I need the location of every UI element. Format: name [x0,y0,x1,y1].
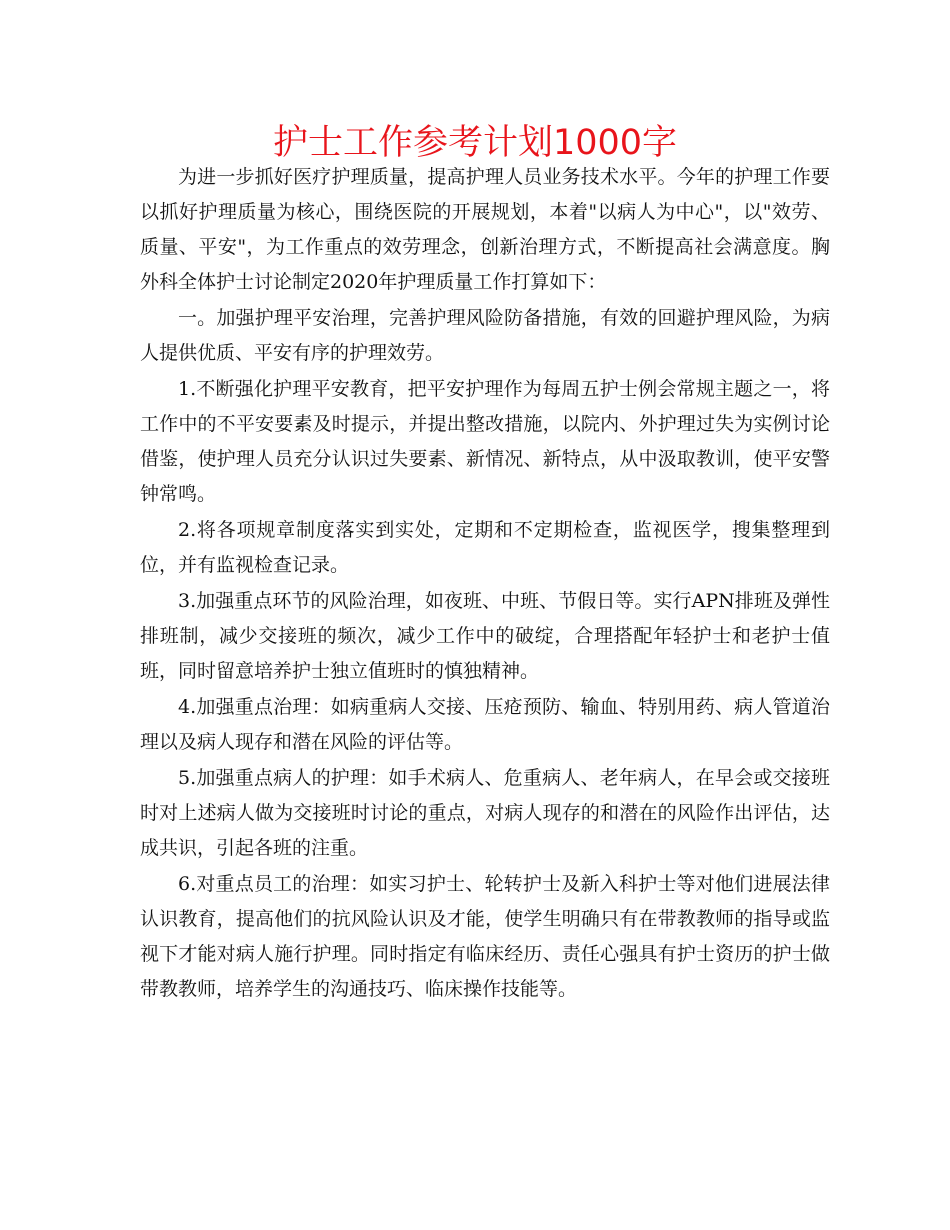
paragraph-item-1: 1.不断强化护理平安教育，把平安护理作为每周五护士例会常规主题之一，将工作中的不平安要素及时提示，并提出整改措施，以院内、外护理过失为实例讨论借鉴，使护理人员充分认识过失要素、新情况、新特点，从中汲取教训，使平安警钟常鸣。 [140,378,830,505]
paragraph-intro: 为进一步抓好医疗护理质量，提高护理人员业务技术水平。今年的护理工作要以抓好护理质量为核心，围绕医院的开展规划，本着"以病人为中心"，以"效劳、质量、平安"，为工作重点的效劳理念，创新治理方式，不断提高社会满意度。胸外科全体护士讨论制定2020年护理质量工作打算如下： [140,166,830,293]
document-body [140,160,830,1008]
paragraph-item-5: 5.加强重点病人的护理：如手术病人、危重病人、老年病人，在早会或交接班时对上述病人做为交接班时讨论的重点，对病人现存的和潜在的风险作出评估，达成共识，引起各班的注重。 [140,767,830,859]
paragraph-item-3: 3.加强重点环节的风险治理，如夜班、中班、节假日等。实行APN排班及弹性排班制，减少交接班的频次，减少工作中的破绽，合理搭配年轻护士和老护士值班，同时留意培养护士独立值班时的慎独精神。 [140,590,830,682]
paragraph-item-4: 4.加强重点治理：如病重病人交接、压疮预防、输血、特别用药、病人管道治理以及病人现存和潜在风险的评估等。 [140,696,830,753]
paragraph-section-1: 一。加强护理平安治理，完善护理风险防备措施，有效的回避护理风险，为病人提供优质、平安有序的护理效劳。 [140,307,830,364]
document-title: 护士工作参考计划1000字 [272,123,678,163]
paragraph-item-6: 6.对重点员工的治理：如实习护士、轮转护士及新入科护士等对他们进展法律认识教育，提高他们的抗风险认识及才能，使学生明确只有在带教教师的指导或监视下才能对病人施行护理。同时指定有临床经历、责任心强具有护士资历的护士做带教教师，培养学生的沟通技巧、临床操作技能等。 [140,873,830,1000]
paragraph-item-2: 2.将各项规章制度落实到实处，定期和不定期检查，监视医学，搜集整理到位，并有监视检查记录。 [140,519,830,576]
